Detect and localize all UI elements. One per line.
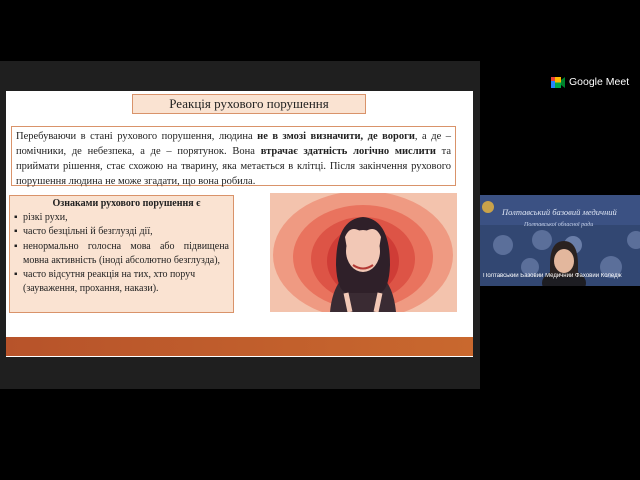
distressed-person-illustration (270, 193, 457, 312)
google-meet-logo: Google Meet (551, 76, 629, 88)
slide-paragraph: Перебуваючи в стані рухового порушення, людина не в змозі визначити, де вороги, а де – помічники, де небезпека, а де – порятунок. Вона втрачає здатність логічно мислити та приймати рішення, стає схожою на тварину, яка метається в клітці. Після закінчення рухового порушення людина не може згадати, що вона робила. (11, 126, 456, 186)
slide-footer-bar (6, 337, 473, 356)
signs-box (9, 195, 234, 313)
list-item: ▪ часто відсутня реакція на тих, хто поруч (зауваження, прохання, накази). (14, 269, 196, 295)
list-item: ▪ ненормально голосна мова або підвищена мовна активність (іноді абсолютно безглузда), (14, 240, 229, 266)
signs-header: Ознаками рухового порушення є (52, 198, 201, 209)
svg-text:Полтавської обласної ради: Полтавської обласної ради (524, 222, 594, 228)
participant-name-caption: Полтавський Базовий Медичний Фаховий Коледж (483, 273, 622, 279)
slide-title: Реакція рухового порушення (132, 94, 366, 114)
list-item: ▪ часто безцільні й безглузді дії, (14, 226, 153, 238)
svg-text:Полтавський базовий медичний: Полтавський базовий медичний (502, 207, 617, 217)
list-item: ▪ різкі рухи, (14, 212, 68, 224)
meet-camera-icon (551, 77, 565, 88)
